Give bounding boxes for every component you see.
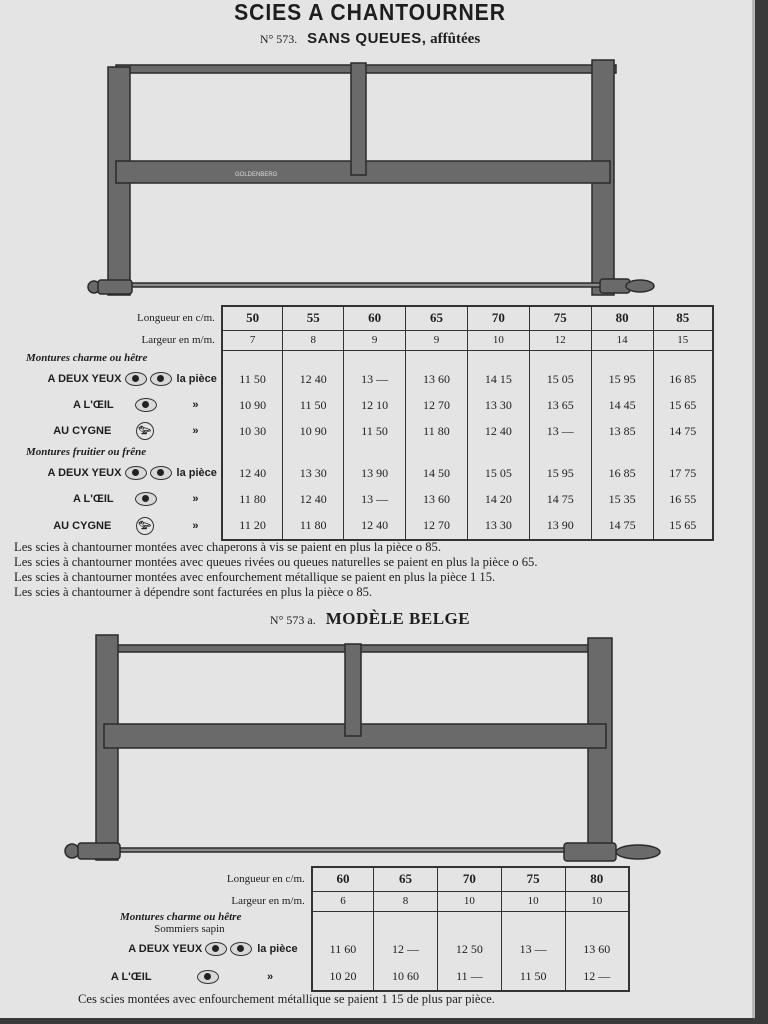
length-row xyxy=(8,867,629,891)
price-cell: 15 35 xyxy=(591,486,653,512)
price-cell: 14 75 xyxy=(653,418,713,444)
note-line: Les scies à chantourner montées avec enfourchement métallique se paient en plus la pièce 1 15. xyxy=(14,570,496,584)
row-label: A DEUX YEUX xyxy=(47,466,122,479)
width-label: Largeur en m/m. xyxy=(141,334,215,346)
price-cell: 12 40 xyxy=(222,460,283,486)
width-cell: 14 xyxy=(591,330,653,350)
price-cell: 10 90 xyxy=(222,392,283,418)
price-cell: 12 — xyxy=(374,935,438,963)
length-label: Longueur en c/m. xyxy=(226,873,305,885)
width-cell: 10 xyxy=(467,330,529,350)
price-cell: 11 20 xyxy=(222,512,283,540)
eye-icon xyxy=(150,372,172,386)
price-cell: 13 60 xyxy=(406,486,468,512)
table-row xyxy=(8,366,713,392)
width-cell: 10 xyxy=(501,891,565,911)
price-cell: 12 40 xyxy=(467,418,529,444)
price-table-573a xyxy=(8,866,630,992)
price-cell: 13 — xyxy=(344,486,406,512)
group-title: Montures charme ou hêtre xyxy=(120,911,242,923)
eye-icon xyxy=(125,466,147,480)
price-cell: 10 20 xyxy=(312,963,374,991)
price-cell: 13 90 xyxy=(344,460,406,486)
group-heading-row xyxy=(8,350,713,366)
table-row xyxy=(8,392,713,418)
price-cell: 14 45 xyxy=(591,392,653,418)
price-cell: 15 95 xyxy=(591,366,653,392)
price-cell: 11 50 xyxy=(283,392,344,418)
row-label: A DEUX YEUX xyxy=(47,372,122,385)
price-cell: 16 85 xyxy=(591,460,653,486)
price-cell: 11 50 xyxy=(344,418,406,444)
price-cell: 15 95 xyxy=(529,460,591,486)
length-row xyxy=(8,306,713,330)
group-title: Montures fruitier ou frêne xyxy=(26,446,147,458)
length-cell: 60 xyxy=(344,306,406,330)
table-row xyxy=(8,418,713,444)
subtitle-note: affûtées xyxy=(430,31,481,47)
row-label: AU CYGNE xyxy=(53,519,112,532)
width-row xyxy=(8,891,629,911)
price-cell: 12 40 xyxy=(283,366,344,392)
row-suffix: » xyxy=(267,970,274,983)
price-cell: 12 50 xyxy=(437,935,501,963)
row-suffix: » xyxy=(192,424,199,437)
width-row xyxy=(8,330,713,350)
price-cell: 11 80 xyxy=(406,418,468,444)
length-cell: 85 xyxy=(653,306,713,330)
length-cell: 80 xyxy=(565,867,629,891)
width-cell: 6 xyxy=(312,891,374,911)
price-cell: 11 80 xyxy=(283,512,344,540)
price-cell: 13 65 xyxy=(529,392,591,418)
width-cell: 15 xyxy=(653,330,713,350)
width-cell: 10 xyxy=(565,891,629,911)
eye-icon xyxy=(135,398,157,412)
row-label: A L'ŒIL xyxy=(72,398,114,411)
page-subtitle xyxy=(0,30,740,48)
saw-right-arm xyxy=(588,638,612,860)
length-cell: 75 xyxy=(529,306,591,330)
saw-left-knob xyxy=(65,844,79,858)
price-cell: 17 75 xyxy=(653,460,713,486)
model-number: N° 573 a. xyxy=(269,613,316,627)
group-heading-row xyxy=(8,911,629,923)
price-cell: 13 85 xyxy=(591,418,653,444)
subtitle-main: SANS QUEUES, xyxy=(307,30,427,47)
swan-icon: 𓅰 xyxy=(136,422,154,440)
length-cell: 50 xyxy=(222,306,283,330)
width-cell: 7 xyxy=(222,330,283,350)
price-cell: 14 20 xyxy=(467,486,529,512)
price-cell: 11 50 xyxy=(222,366,283,392)
price-cell: 15 05 xyxy=(529,366,591,392)
width-cell: 9 xyxy=(406,330,468,350)
width-cell: 8 xyxy=(374,891,438,911)
note-line: Les scies à chantourner à dépendre sont facturées en plus la pièce o 85. xyxy=(14,585,373,599)
price-cell: 10 60 xyxy=(374,963,438,991)
model-number: N° 573. xyxy=(259,32,298,46)
eye-icon xyxy=(125,372,147,386)
eye-icon xyxy=(205,942,227,956)
table-row xyxy=(8,512,713,540)
saw-right-grip xyxy=(616,845,660,859)
saw-blade xyxy=(120,848,590,852)
price-cell: 14 50 xyxy=(406,460,468,486)
price-cell: 10 30 xyxy=(222,418,283,444)
group-subheading-row xyxy=(8,923,629,935)
price-cell: 13 30 xyxy=(467,512,529,540)
eye-icon xyxy=(230,942,252,956)
saw-right-handle xyxy=(564,843,616,861)
footnote: Ces scies montées avec enfourchement métallique se paient 1 15 de plus par pièce. xyxy=(78,992,495,1006)
saw-right-grip xyxy=(626,280,654,292)
price-cell: 12 — xyxy=(565,963,629,991)
price-cell: 16 55 xyxy=(653,486,713,512)
price-cell: 12 40 xyxy=(344,512,406,540)
table-row xyxy=(8,460,713,486)
price-cell: 16 85 xyxy=(653,366,713,392)
page-title: SCIES A CHANTOURNER xyxy=(234,0,506,25)
price-cell: 14 15 xyxy=(467,366,529,392)
bow-saw-illustration xyxy=(80,55,660,300)
price-cell: 13 — xyxy=(501,935,565,963)
length-cell: 80 xyxy=(591,306,653,330)
saw-maker-stamp: GOLDENBERG xyxy=(235,172,278,178)
notes-block xyxy=(14,540,744,600)
price-cell: 13 — xyxy=(344,366,406,392)
row-suffix: la pièce xyxy=(176,466,217,479)
eye-icon xyxy=(150,466,172,480)
price-cell: 14 75 xyxy=(529,486,591,512)
price-cell: 12 40 xyxy=(283,486,344,512)
width-cell: 9 xyxy=(344,330,406,350)
price-cell: 11 80 xyxy=(222,486,283,512)
price-cell: 12 70 xyxy=(406,512,468,540)
belgian-saw-illustration xyxy=(60,630,670,870)
length-cell: 70 xyxy=(467,306,529,330)
length-cell: 65 xyxy=(374,867,438,891)
row-label: A DEUX YEUX xyxy=(128,942,203,955)
price-cell: 13 30 xyxy=(467,392,529,418)
length-cell: 65 xyxy=(406,306,468,330)
saw-toggle xyxy=(345,644,361,736)
width-label: Largeur en m/m. xyxy=(231,895,305,907)
swan-icon: 𓅰 xyxy=(136,517,154,535)
table-row xyxy=(8,935,629,963)
row-label: A L'ŒIL xyxy=(110,970,152,983)
eye-icon xyxy=(197,970,219,984)
price-cell: 13 60 xyxy=(406,366,468,392)
price-cell: 12 10 xyxy=(344,392,406,418)
group-heading-row xyxy=(8,444,713,460)
price-cell: 13 90 xyxy=(529,512,591,540)
length-cell: 75 xyxy=(501,867,565,891)
saw-left-handle xyxy=(78,843,120,859)
price-cell: 11 60 xyxy=(312,935,374,963)
price-cell: 10 90 xyxy=(283,418,344,444)
note-line: Les scies à chantourner montées avec queues rivées ou queues naturelles se paient en plus la pièce o 65. xyxy=(14,555,538,569)
row-suffix: » xyxy=(192,492,199,505)
price-cell: 15 65 xyxy=(653,512,713,540)
row-label: AU CYGNE xyxy=(53,424,112,437)
eye-icon xyxy=(135,492,157,506)
group-title: Montures charme ou hêtre xyxy=(26,352,148,364)
section-heading xyxy=(0,609,740,629)
section-title: MODÈLE BELGE xyxy=(325,609,471,628)
width-cell: 10 xyxy=(437,891,501,911)
group-subtitle: Sommiers sapin xyxy=(154,923,225,935)
length-cell: 70 xyxy=(437,867,501,891)
row-suffix: » xyxy=(192,519,199,532)
price-cell: 13 30 xyxy=(283,460,344,486)
row-label: A L'ŒIL xyxy=(72,492,114,505)
price-cell: 15 65 xyxy=(653,392,713,418)
width-cell: 8 xyxy=(283,330,344,350)
saw-left-handle xyxy=(98,280,132,294)
length-cell: 55 xyxy=(283,306,344,330)
price-cell: 14 75 xyxy=(591,512,653,540)
price-cell: 13 60 xyxy=(565,935,629,963)
price-cell: 15 05 xyxy=(467,460,529,486)
note-line: Les scies à chantourner montées avec chaperons à vis se paient en plus la pièce o 85. xyxy=(14,540,441,554)
length-label: Longueur en c/m. xyxy=(136,312,215,324)
price-table-573 xyxy=(8,305,714,541)
row-suffix: la pièce xyxy=(257,942,298,955)
price-cell: 12 70 xyxy=(406,392,468,418)
saw-blade xyxy=(120,283,610,287)
saw-toggle xyxy=(351,63,366,175)
table-row xyxy=(8,486,713,512)
price-cell: 11 50 xyxy=(501,963,565,991)
row-suffix: la pièce xyxy=(176,372,217,385)
row-suffix: » xyxy=(192,398,199,411)
table-row xyxy=(8,963,629,991)
price-cell: 13 — xyxy=(529,418,591,444)
width-cell: 12 xyxy=(529,330,591,350)
length-cell: 60 xyxy=(312,867,374,891)
price-cell: 11 — xyxy=(437,963,501,991)
